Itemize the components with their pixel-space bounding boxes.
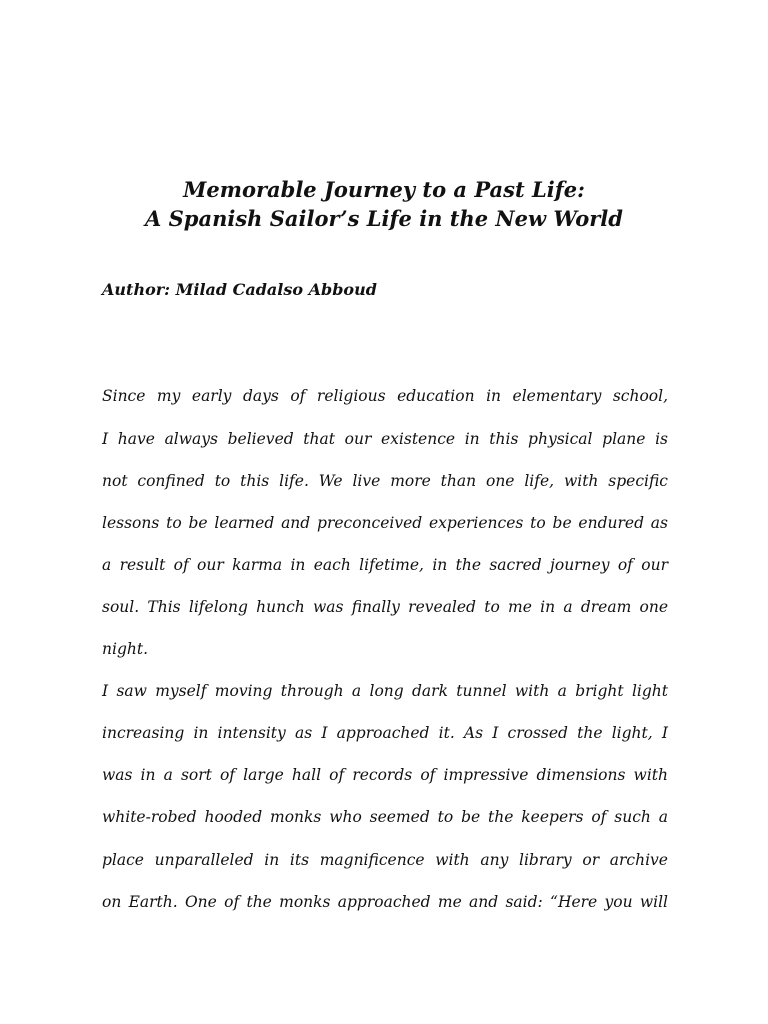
- body-line: a result of our karma in each lifetime, in the sacred journey of our: [102, 556, 668, 574]
- title-line-2: A Spanish Sailor’s Life in the New World: [145, 206, 623, 231]
- title-line-1: Memorable Journey to a Past Life:: [183, 177, 585, 202]
- body-line: was in a sort of large hall of records of impressive dimensions with: [102, 766, 668, 784]
- body-line: increasing in intensity as I approached it. As I crossed the light, I: [102, 724, 668, 742]
- body-line: soul. This lifelong hunch was finally revealed to me in a dream one: [102, 598, 668, 616]
- body-line: white-robed hooded monks who seemed to be the keepers of such a: [102, 808, 668, 826]
- body-line: Since my early days of religious education in elementary school,: [102, 387, 668, 405]
- body-line: not confined to this life. We live more than one life, with specific: [102, 472, 668, 490]
- body-line: lessons to be learned and preconceived experiences to be endured as: [102, 514, 668, 532]
- author-line: Author: Milad Cadalso Abboud: [102, 280, 377, 299]
- body-line: on Earth. One of the monks approached me and said: “Here you will: [102, 893, 668, 911]
- body-line: I have always believed that our existence in this physical plane is: [102, 430, 668, 448]
- body-line: night.: [102, 640, 149, 658]
- body-line: I saw myself moving through a long dark tunnel with a bright light: [102, 682, 668, 700]
- body-line: place unparalleled in its magnificence with any library or archive: [102, 851, 668, 869]
